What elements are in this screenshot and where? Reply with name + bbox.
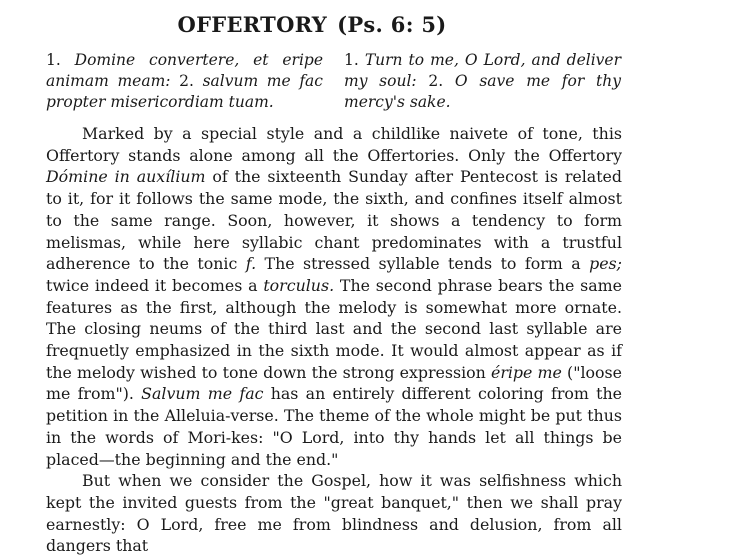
commentary-paragraph-2: But when we consider the Gospel, how it was selfishness which kept the invited guests from the "great banquet," then we shall pray earnestly: O Lord, free me from blindness and delusion, from all dangers that [46, 471, 622, 556]
english-verse-number-1: 1. [344, 51, 359, 69]
latin-verse-number-1: 1. [46, 51, 61, 69]
english-verse-1: Turn to me, O Lord, and deliver my soul: [344, 51, 621, 90]
english-verse-number-2: 2. [428, 72, 444, 90]
p1-text-1: Marked by a special style and a childlike naivete of tone, this Offertory stands alone among all the Offertories. Only the Offertory [46, 124, 622, 165]
p1-italic-torculus: torculus. [263, 275, 335, 295]
commentary-paragraph-1 [46, 123, 622, 470]
p1-text-6: ("loose me from"). [46, 362, 623, 404]
commentary-body [46, 123, 622, 557]
p1-text-7: has an entirely different coloring from the petition in the Alleluia-verse. The theme of the whole might be put thus in the words of Mori-kes: "O Lord, into thy hands let all things be placed—the beginning and the end." [46, 384, 622, 469]
p1-text-5: The second phrase bears the same features as the first, although the melody is somewhat more ornate. The closing neums of the third last and the second last syllable are freqnuetly emphasized in the sixth mode. It would almost appear as if the melody wished to tone down the strong expression [46, 275, 622, 382]
p1-italic-eripe-me: éripe me [490, 362, 562, 382]
english-translation-column [344, 50, 621, 113]
p1-italic-pes: pes; [589, 254, 622, 274]
psalm-reference: (Ps. 6: 5) [337, 12, 447, 37]
p1-italic-tonic: f. [245, 254, 257, 274]
p1-text-2: of the sixteenth Sunday after Pentecost is related to it, for it follows the same mode, the sixth, and confines itself almost to the same range. Soon, however, it shows a tendency to form melismas, while here syllabic chant predominates with a trustful adherence to the tonic [46, 167, 623, 274]
title-main: OFFERTORY [177, 12, 328, 37]
latin-verse-1: Domine convertere, et eripe animam meam: [46, 51, 323, 90]
p1-italic-offertory-name: Dómine in auxílium [46, 167, 206, 187]
latin-text-column [46, 50, 323, 113]
p1-italic-salvum-me-fac: Salvum me fac [141, 384, 264, 404]
english-verse-2: O save me for thy mercy's sake. [344, 72, 621, 111]
page-title [0, 12, 624, 37]
latin-verse-number-2: 2. [179, 72, 194, 90]
p1-text-3: The stressed syllable tends to form a [256, 254, 590, 274]
latin-verse-2: salvum me fac propter misericordiam tuam. [46, 72, 323, 111]
p1-text-4: twice indeed it becomes a [46, 275, 264, 295]
